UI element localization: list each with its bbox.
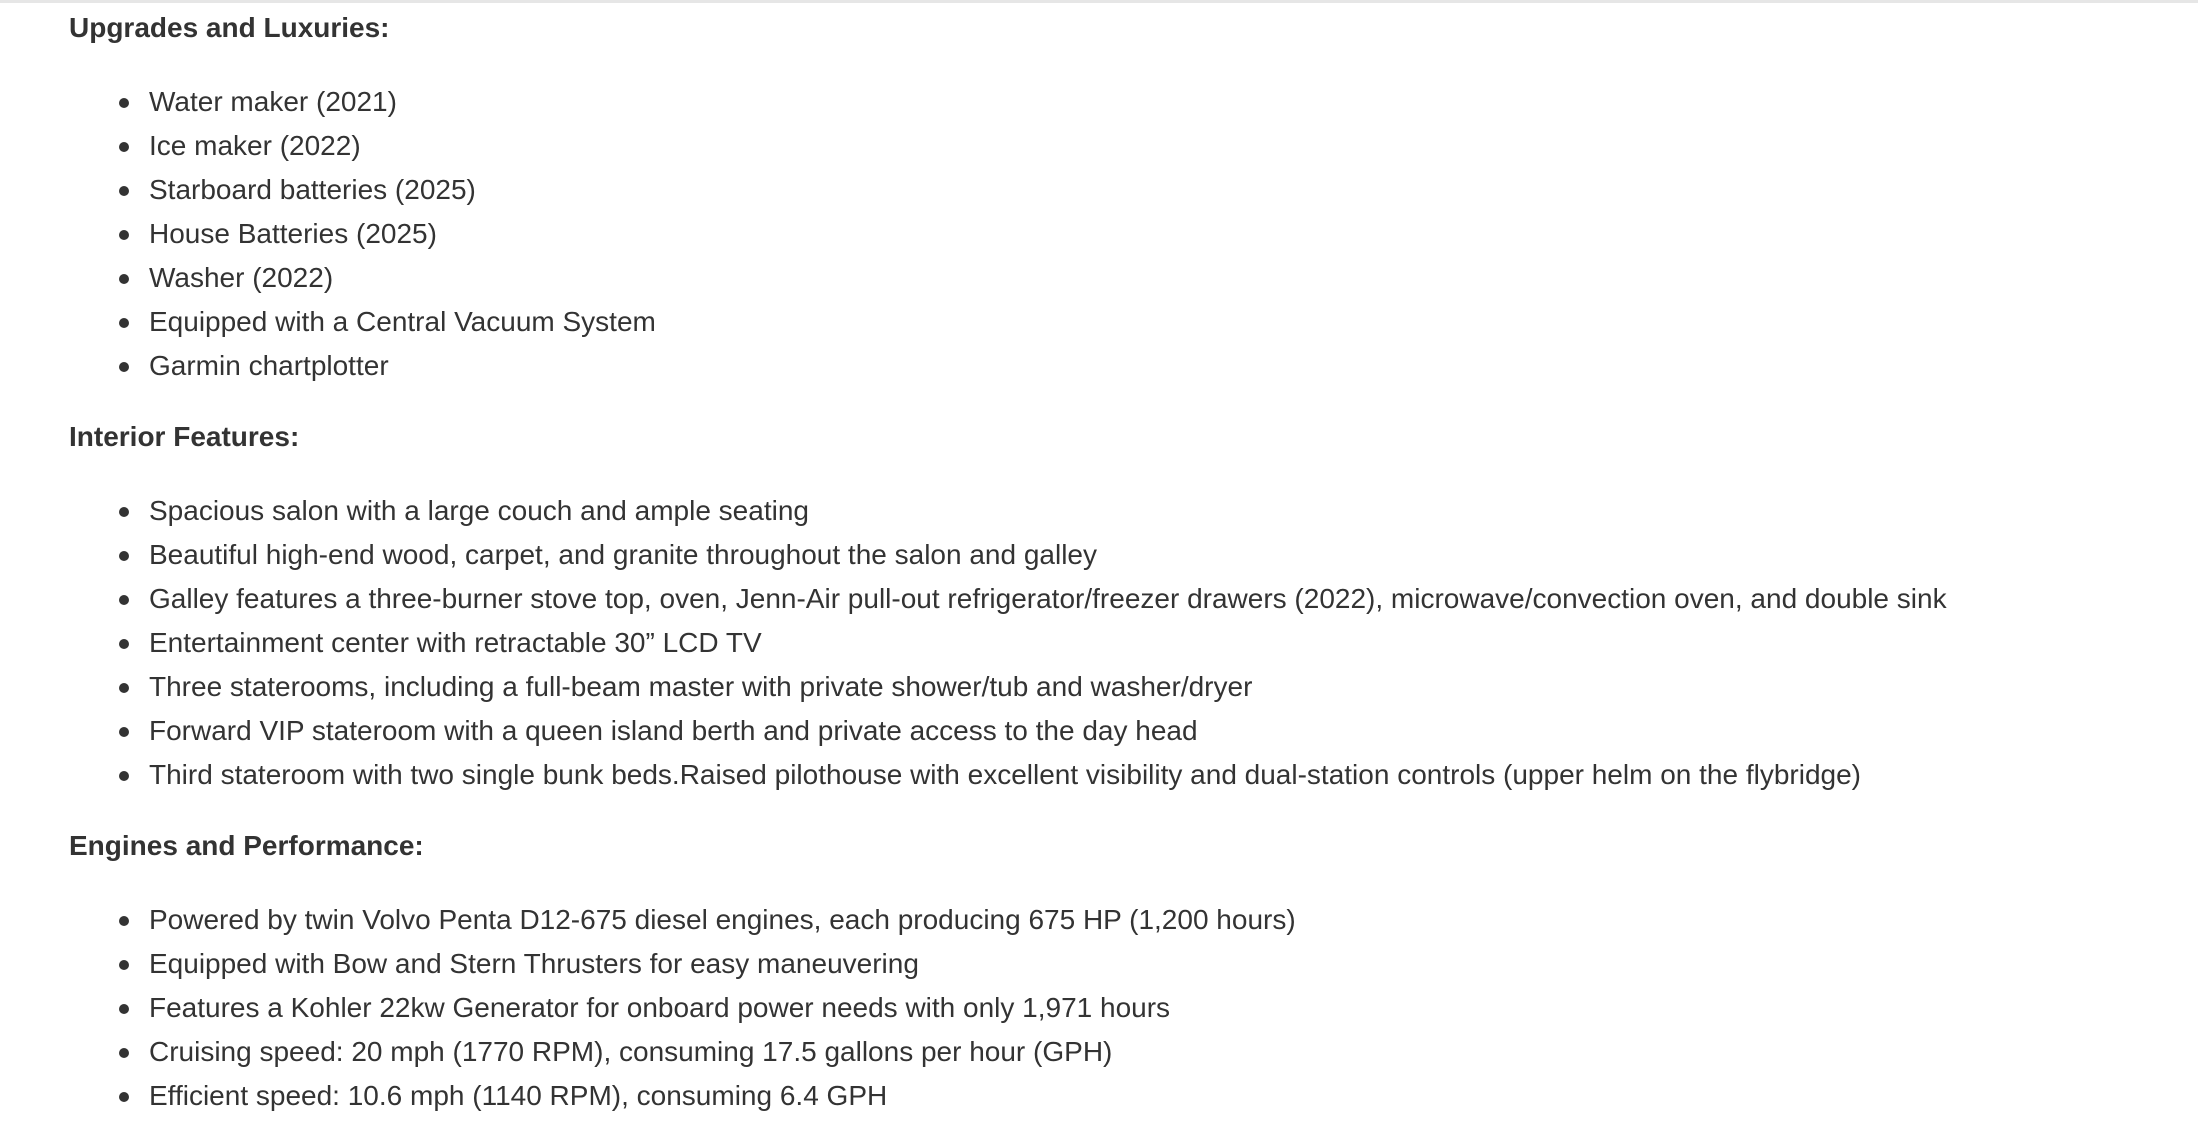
list-item: Three staterooms, including a full-beam master with private shower/tub and washer/dryer (69, 665, 2169, 709)
listing-description (69, 8, 2169, 1147)
list-item: Features a Kohler 22kw Generator for onboard power needs with only 1,971 hours (69, 986, 2169, 1030)
list-item: Ice maker (2022) (69, 124, 2169, 168)
list-item: Efficient speed: 10.6 mph (1140 RPM), consuming 6.4 GPH (69, 1074, 2169, 1118)
feature-list-interior (69, 489, 2169, 797)
section-interior (69, 417, 2169, 797)
list-item: Equipped with Bow and Stern Thrusters for easy maneuvering (69, 942, 2169, 986)
section-engines (69, 826, 2169, 1118)
feature-list-upgrades (69, 80, 2169, 388)
list-item: Washer (2022) (69, 256, 2169, 300)
feature-list-engines (69, 898, 2169, 1118)
list-item: Equipped with a Central Vacuum System (69, 300, 2169, 344)
list-item: Beautiful high-end wood, carpet, and granite throughout the salon and galley (69, 533, 2169, 577)
list-item: Third stateroom with two single bunk beds.Raised pilothouse with excellent visibility and dual-station controls (upper helm on the flybridge) (69, 753, 2169, 797)
list-item: Starboard batteries (2025) (69, 168, 2169, 212)
list-item: Water maker (2021) (69, 80, 2169, 124)
section-heading-interior: Interior Features: (69, 421, 300, 452)
list-item: Garmin chartplotter (69, 344, 2169, 388)
list-item: Entertainment center with retractable 30” LCD TV (69, 621, 2169, 665)
list-item: House Batteries (2025) (69, 212, 2169, 256)
list-item: Powered by twin Volvo Penta D12-675 diesel engines, each producing 675 HP (1,200 hours) (69, 898, 2169, 942)
list-item: Cruising speed: 20 mph (1770 RPM), consuming 17.5 gallons per hour (GPH) (69, 1030, 2169, 1074)
section-upgrades (69, 8, 2169, 388)
list-item: Galley features a three-burner stove top, oven, Jenn-Air pull-out refrigerator/freezer drawers (2022), microwave/convection oven, and double sink (69, 577, 2169, 621)
section-heading-upgrades: Upgrades and Luxuries: (69, 12, 390, 43)
top-divider (0, 0, 2198, 3)
section-heading-engines: Engines and Performance: (69, 830, 424, 861)
list-item: Forward VIP stateroom with a queen island berth and private access to the day head (69, 709, 2169, 753)
list-item: Spacious salon with a large couch and ample seating (69, 489, 2169, 533)
